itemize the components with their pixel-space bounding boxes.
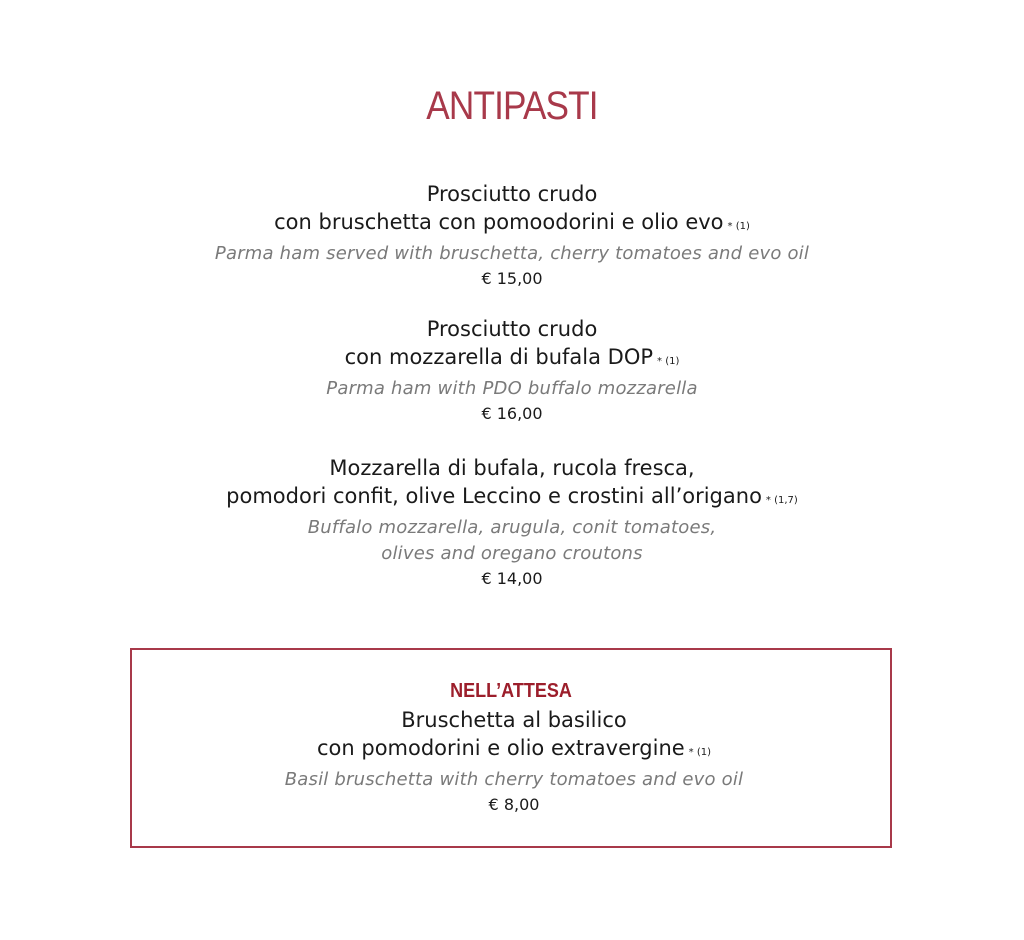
- waiting-item: [2, 706, 1024, 817]
- item-english: Parma ham with PDO buffalo mozzarella: [326, 378, 698, 399]
- item-title: Bruschetta al basilico: [401, 708, 627, 732]
- item-description-line: [2, 734, 1024, 767]
- item-price: € 15,00: [481, 269, 543, 288]
- allergen-note: * (1,7): [765, 495, 798, 506]
- item-english-line-2: olives and oregano croutons: [381, 543, 643, 564]
- waiting-box: [130, 648, 892, 848]
- item-description-line: [0, 208, 1024, 241]
- waiting-heading: NELL’ATTESA: [450, 680, 572, 702]
- allergen-note: * (1): [657, 356, 680, 367]
- item-description: con pomodorini e olio extravergine: [316, 736, 685, 760]
- menu-item: [0, 180, 1024, 291]
- item-english-line-1: Buffalo mozzarella, arugula, conit tomatoes,: [307, 517, 717, 538]
- section-title: ANTIPASTI: [426, 84, 598, 128]
- item-description-line: [0, 482, 1024, 515]
- item-description: con mozzarella di bufala DOP: [344, 345, 654, 369]
- allergen-note: * (1): [727, 221, 750, 232]
- item-description: pomodori confit, olive Leccino e crostini all’origano: [226, 484, 762, 508]
- item-description-line: [0, 343, 1024, 376]
- allergen-note: * (1): [688, 747, 712, 758]
- menu-item: [0, 315, 1024, 426]
- item-price: € 16,00: [481, 404, 543, 423]
- item-price: € 8,00: [488, 795, 540, 814]
- item-price: € 14,00: [481, 569, 543, 588]
- item-english: Basil bruschetta with cherry tomatoes and evo oil: [284, 769, 744, 790]
- item-title: Prosciutto crudo: [426, 182, 598, 206]
- item-english: Parma ham served with bruschetta, cherry tomatoes and evo oil: [214, 243, 810, 264]
- item-title: Prosciutto crudo: [426, 317, 598, 341]
- item-description: con bruschetta con pomoodorini e olio evo: [274, 210, 724, 234]
- item-title: Mozzarella di bufala, rucola fresca,: [329, 456, 695, 480]
- menu-item: [0, 454, 1024, 591]
